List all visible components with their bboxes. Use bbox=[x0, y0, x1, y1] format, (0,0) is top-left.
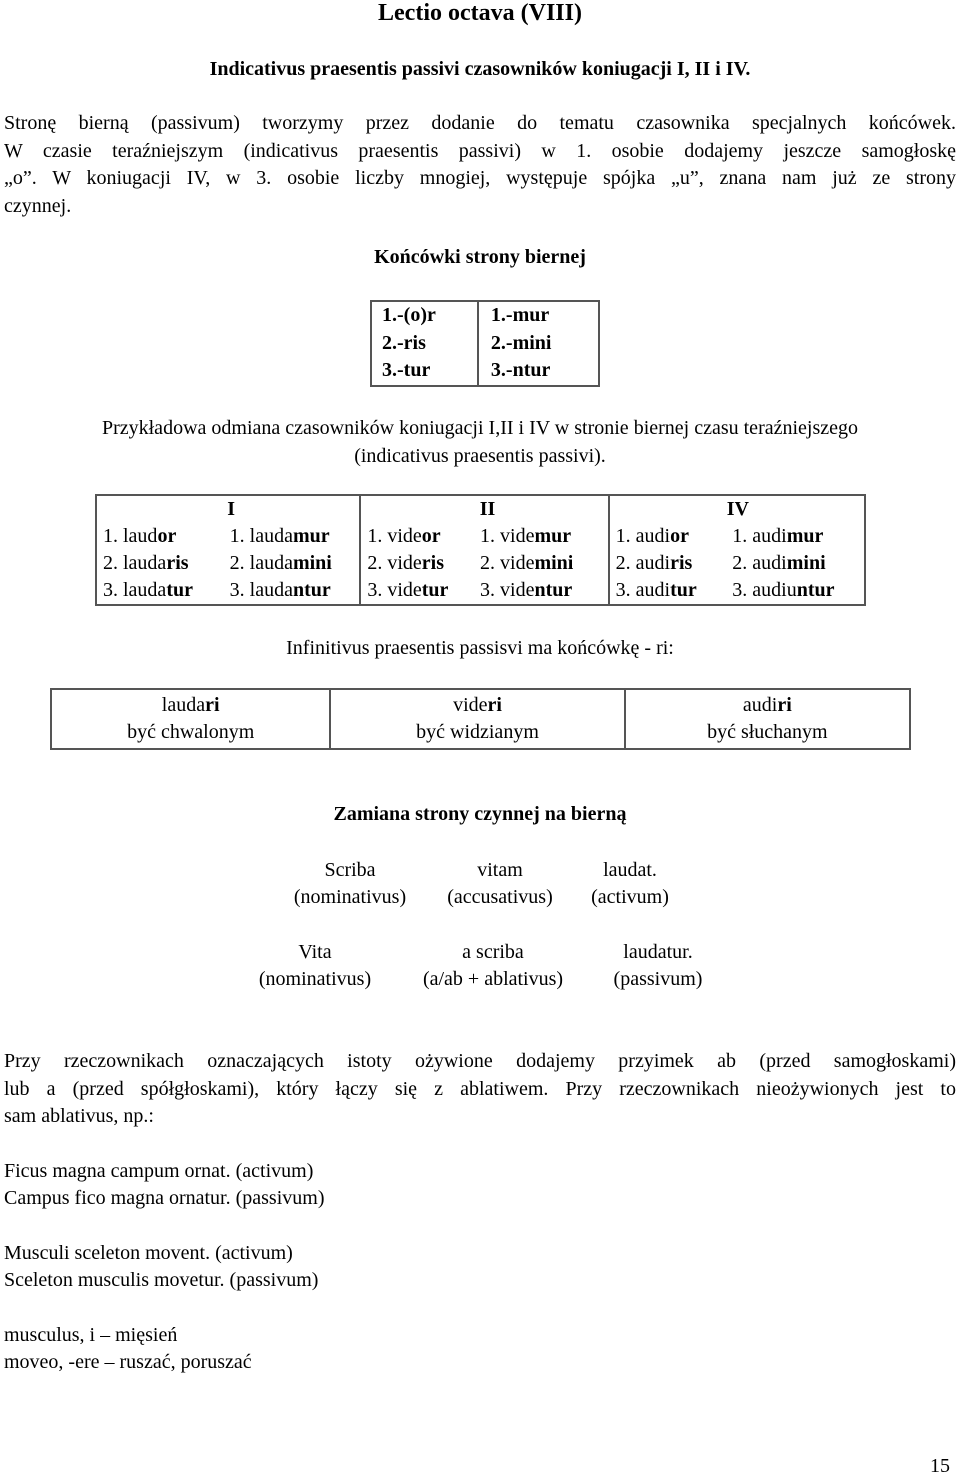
stem: 2. audi bbox=[615, 552, 671, 574]
active-case-subject: (nominativus) bbox=[293, 886, 407, 908]
ending: or bbox=[670, 525, 689, 547]
paragraph-line: W czasie teraźniejszym (indicativus praesentis passivi) w 1. osobie dodajemy jeszcze samogłoskę bbox=[4, 139, 956, 162]
table-cell bbox=[360, 577, 474, 605]
stem: 3. lauda bbox=[229, 579, 293, 601]
ending: mini bbox=[786, 552, 826, 574]
transform-heading: Zamiana strony czynnej na bierną bbox=[333, 803, 627, 825]
table-cell: 1.-(o)r bbox=[382, 304, 436, 327]
paragraph-line: czynnej. bbox=[4, 194, 72, 217]
page-title: Lectio octava (VIII) bbox=[378, 0, 582, 26]
stem: 3. audiu bbox=[732, 579, 797, 601]
stem: 1. audi bbox=[615, 525, 671, 547]
infinitive-meaning: być widzianym bbox=[416, 721, 539, 743]
table-cell bbox=[224, 523, 361, 550]
rule-paragraph bbox=[4, 1048, 956, 1131]
ending: ris bbox=[166, 552, 189, 574]
table-cell bbox=[609, 577, 727, 605]
paragraph-line: „o”. W koniugacji IV, w 3. osobie liczby mnogiej, występuje spójka „u”, znana nam już ze strony bbox=[4, 167, 956, 189]
ending: ntur bbox=[292, 579, 331, 601]
table-row bbox=[51, 689, 910, 749]
ending: mur bbox=[292, 525, 330, 547]
passive-word-verb: laudatur. bbox=[623, 941, 693, 963]
ending: mini bbox=[292, 552, 332, 574]
stem: 3. lauda bbox=[103, 579, 167, 601]
stem: 1. vide bbox=[367, 525, 422, 547]
ending: or bbox=[157, 525, 177, 547]
table-cell bbox=[726, 577, 865, 605]
table-cell: 3.-tur bbox=[382, 359, 431, 382]
table-row bbox=[371, 330, 599, 358]
conjugation-table bbox=[95, 494, 866, 606]
paragraph-line: sam ablativus, np.: bbox=[4, 1105, 154, 1127]
table-cell bbox=[360, 523, 474, 550]
stem: 3. vide bbox=[480, 579, 535, 601]
table-cell bbox=[474, 577, 609, 605]
table-cell: 1.-mur bbox=[478, 301, 599, 330]
conj-header-ii: II bbox=[360, 495, 608, 523]
ending: mur bbox=[786, 525, 824, 547]
stem: 2. lauda bbox=[229, 552, 293, 574]
endings-table bbox=[370, 300, 600, 387]
stem: 2. vide bbox=[480, 552, 535, 574]
ending: ri bbox=[777, 694, 792, 716]
paragraph-line: Przy rzeczownikach oznaczających istoty ożywione dodajemy przyimek ab (przed samogłoskami) bbox=[4, 1050, 956, 1072]
passive-word-agent: a scriba bbox=[462, 941, 524, 963]
stem: 3. audi bbox=[615, 579, 671, 601]
table-cell bbox=[224, 550, 361, 577]
table-cell bbox=[609, 523, 727, 550]
infinitive-heading: Infinitivus praesentis passisvi ma końcówkę - ri: bbox=[286, 637, 674, 659]
table-cell bbox=[96, 523, 224, 550]
ending: mini bbox=[534, 552, 574, 574]
active-case-object: (accusativus) bbox=[447, 886, 553, 908]
table-cell: 3.-ntur bbox=[478, 357, 599, 386]
stem: 3. vide bbox=[367, 579, 422, 601]
example-intro-line: (indicativus praesentis passivi). bbox=[354, 445, 606, 467]
conj-header-iv: IV bbox=[609, 495, 865, 523]
infinitive-meaning: być chwalonym bbox=[127, 721, 255, 743]
table-cell bbox=[474, 523, 609, 550]
table-cell: 2.-mini bbox=[478, 330, 599, 358]
vocab-line: musculus, i – mięsień bbox=[4, 1324, 178, 1346]
passive-case-verb: (passivum) bbox=[613, 968, 703, 990]
active-word-verb: laudat. bbox=[603, 859, 657, 881]
table-cell: 2.-ris bbox=[382, 331, 426, 354]
table-cell bbox=[625, 689, 910, 749]
table-cell bbox=[609, 550, 727, 577]
infinitive-table bbox=[50, 688, 911, 750]
stem: vide bbox=[453, 694, 488, 716]
passive-case-subject: (nominativus) bbox=[258, 968, 372, 990]
ending: tur bbox=[421, 579, 449, 601]
section-subtitle: Indicativus praesentis passivi czasowników koniugacji I, II i IV. bbox=[209, 58, 751, 80]
stem: 1. laud bbox=[103, 525, 158, 547]
example-line: Sceleton musculis movetur. (passivum) bbox=[4, 1269, 319, 1291]
stem: 2. audi bbox=[732, 552, 787, 574]
table-cell bbox=[726, 550, 865, 577]
stem: 2. lauda bbox=[103, 552, 167, 574]
conj-header-i: I bbox=[227, 498, 236, 520]
paragraph-line: Stronę bierną (passivum) tworzymy przez dodanie do tematu czasownika specjalnych końcówek. bbox=[4, 112, 956, 134]
stem: 1. audi bbox=[732, 525, 787, 547]
table-cell bbox=[360, 550, 474, 577]
endings-heading: Końcówki strony biernej bbox=[374, 246, 586, 268]
example-line: Campus fico magna ornatur. (passivum) bbox=[4, 1187, 325, 1209]
table-cell bbox=[96, 577, 224, 605]
table-cell bbox=[330, 689, 624, 749]
ending: tur bbox=[166, 579, 193, 601]
example-line: Musculi sceleton movent. (activum) bbox=[4, 1242, 293, 1264]
active-word-subject: Scriba bbox=[324, 859, 376, 881]
example-intro bbox=[0, 414, 960, 470]
passive-word-subject: Vita bbox=[298, 941, 332, 963]
ending: ri bbox=[487, 694, 502, 716]
stem: audi bbox=[742, 694, 778, 716]
stem: 1. lauda bbox=[229, 525, 293, 547]
table-row bbox=[96, 550, 865, 577]
table-row bbox=[371, 357, 599, 386]
active-case-verb: (activum) bbox=[591, 886, 669, 908]
example-line: Ficus magna campum ornat. (activum) bbox=[4, 1160, 314, 1182]
infinitive-form bbox=[331, 692, 623, 719]
ending: ntur bbox=[796, 579, 835, 601]
stem: 1. vide bbox=[480, 525, 535, 547]
intro-paragraph bbox=[4, 110, 956, 220]
infinitive-form bbox=[626, 692, 909, 719]
table-cell bbox=[224, 577, 361, 605]
vocab-line: moveo, -ere – ruszać, poruszać bbox=[4, 1351, 252, 1373]
table-row bbox=[96, 523, 865, 550]
paragraph-line: lub a (przed spółgłoskami), który łączy się z ablatiwem. Przy rzeczownikach nieożywionych jest to bbox=[4, 1077, 956, 1100]
passive-case-agent: (a/ab + ablativus) bbox=[422, 968, 564, 990]
table-row bbox=[96, 577, 865, 605]
table-cell bbox=[726, 523, 865, 550]
table-cell bbox=[474, 550, 609, 577]
ending: ris bbox=[421, 552, 444, 574]
stem: lauda bbox=[161, 694, 206, 716]
page-number: 15 bbox=[930, 1455, 950, 1477]
table-cell bbox=[96, 550, 224, 577]
active-word-object: vitam bbox=[477, 859, 523, 881]
ending: ris bbox=[670, 552, 693, 574]
ending: ntur bbox=[534, 579, 573, 601]
table-header-row bbox=[96, 495, 865, 523]
stem: 2. vide bbox=[367, 552, 422, 574]
ending: ri bbox=[205, 694, 220, 716]
example-intro-line: Przykładowa odmiana czasowników koniugacji I,II i IV w stronie biernej czasu teraźniejszego bbox=[101, 417, 859, 439]
ending: mur bbox=[534, 525, 572, 547]
ending: or bbox=[421, 525, 441, 547]
ending: tur bbox=[670, 579, 697, 601]
table-cell bbox=[51, 689, 330, 749]
infinitive-form bbox=[52, 692, 329, 719]
table-row bbox=[371, 301, 599, 330]
infinitive-meaning: być słuchanym bbox=[707, 721, 828, 743]
